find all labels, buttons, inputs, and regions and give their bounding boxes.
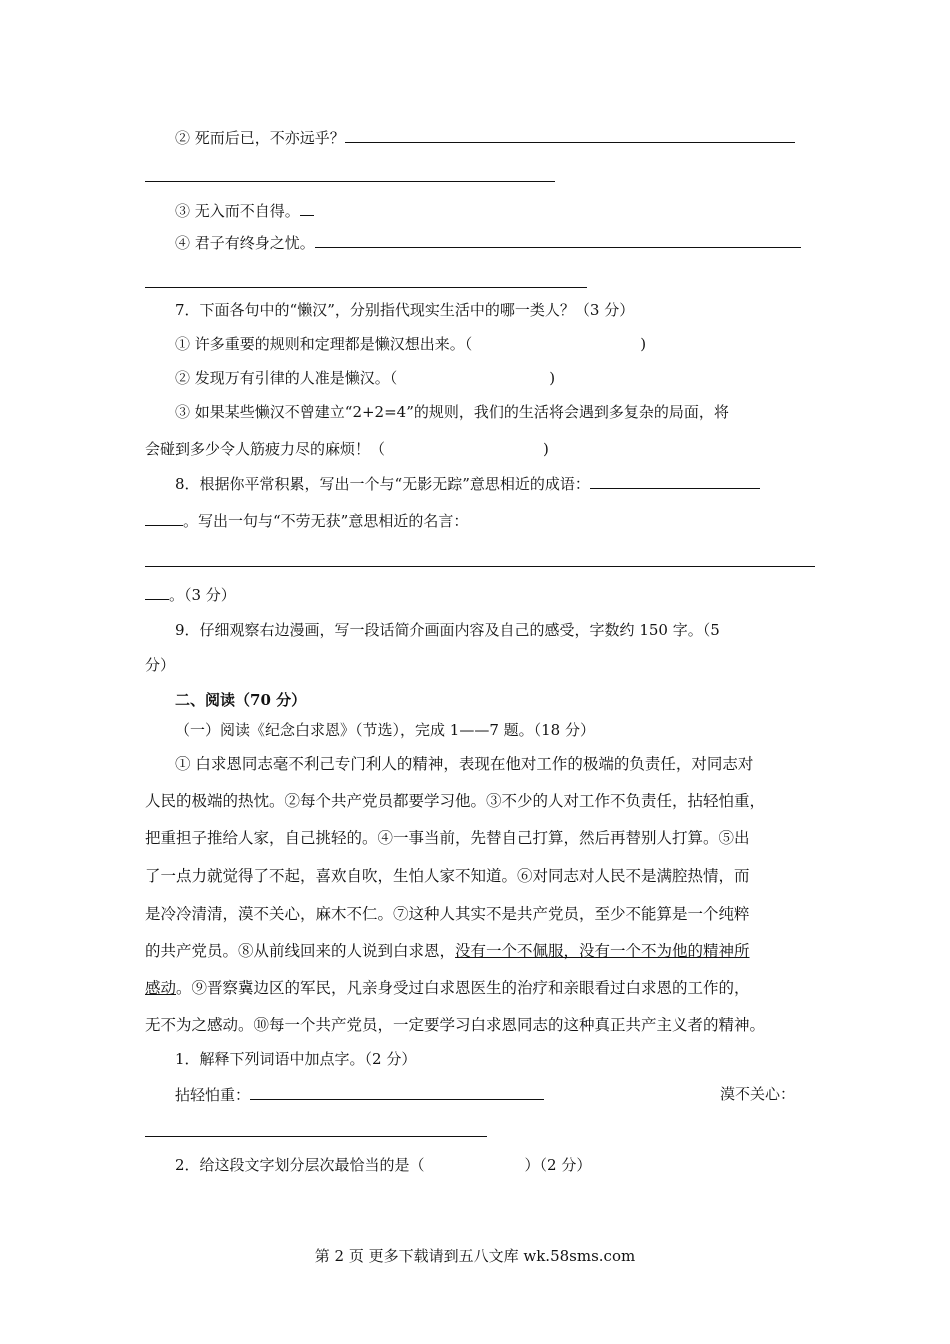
q7-item-3-line-2: 会碰到多少令人筋疲力尽的麻烦！（ )	[145, 440, 549, 458]
reading-1-instructions: （一）阅读《纪念白求恩》（节选），完成 1——7 题。（18 分）	[175, 721, 595, 739]
passage-line: ① 白求恩同志毫不利己专门利人的精神，表现在他对工作的极端的负责任，对同志对	[175, 755, 754, 773]
q7-item-1: ① 许多重要的规则和定理都是懒汉想出来。（ )	[175, 335, 647, 353]
passage-line: 把重担子推给人家，自己挑轻的。④一事当前，先替自己打算，然后再替别人打算。⑤出	[145, 829, 750, 847]
q8-line-2: 。写出一句与“不劳无获”意思相近的名言：	[145, 509, 468, 532]
reading-q1-term-1: 拈轻怕重：	[175, 1083, 544, 1106]
answer-blank[interactable]	[145, 509, 183, 526]
q7-stem: 7．下面各句中的“懒汉”，分别指代现实生活中的哪一类人？（3 分）	[175, 301, 635, 319]
q8-line-4: 。（3 分）	[145, 583, 236, 606]
reading-q1-stem: 1．解释下列词语中加点字。（2 分）	[175, 1050, 417, 1068]
passage-line: 的共产党员。⑧从前线回来的人说到白求恩，没有一个不佩服，没有一个不为他的精神所	[145, 942, 750, 960]
answer-blank[interactable]	[300, 199, 314, 216]
q9-line-2: 分）	[145, 656, 176, 674]
answer-blank[interactable]	[590, 472, 760, 489]
q6-item-4: ④ 君子有终身之忧。	[175, 231, 801, 254]
answer-blank[interactable]	[250, 1083, 544, 1100]
underlined-sentence: 感动	[145, 979, 177, 997]
answer-line[interactable]	[145, 181, 555, 182]
reading-q1-term-2: 漠不关心：	[720, 1085, 796, 1103]
answer-line[interactable]	[145, 287, 587, 288]
q6-item-2: ② 死而后已，不亦远乎？	[175, 126, 795, 149]
answer-blank[interactable]	[315, 231, 801, 248]
underlined-sentence: 没有一个不佩服，没有一个不为他的精神所	[455, 942, 750, 960]
answer-line[interactable]	[145, 566, 815, 567]
answer-blank[interactable]	[345, 126, 795, 143]
answer-line[interactable]	[145, 1136, 487, 1137]
q7-item-3-line-1: ③ 如果某些懒汉不曾建立“2+2=4”的规则，我们的生活将会遇到多复杂的局面，将	[175, 403, 729, 421]
q7-item-2: ② 发现万有引律的人准是懒汉。（ )	[175, 369, 556, 387]
q9-line-1: 9．仔细观察右边漫画，写一段话简介画面内容及自己的感受，字数约 150 字。（5	[175, 621, 720, 639]
q8-line-1: 8．根据你平常积累，写出一个与“无影无踪”意思相近的成语：	[175, 472, 760, 495]
passage-line: 是冷冷清清，漠不关心，麻木不仁。⑦这种人其实不是共产党员，至少不能算是一个纯粹	[145, 905, 750, 923]
passage-line: 人民的极端的热忱。②每个共产党员都要学习他。③不少的人对工作不负责任，拈轻怕重，	[145, 792, 766, 810]
answer-blank[interactable]	[145, 583, 169, 600]
section-title: 二、阅读（70 分）	[175, 691, 307, 709]
passage-line: 了一点力就觉得了不起，喜欢自吹，生怕人家不知道。⑥对同志对人民不是满腔热情，而	[145, 867, 750, 885]
reading-q2-stem: 2．给这段文字划分层次最恰当的是（ ）（2 分）	[175, 1156, 592, 1174]
q6-item-3: ③ 无入而不自得。	[175, 199, 314, 222]
passage-line: 无不为之感动。⑩每一个共产党员，一定要学习白求恩同志的这种真正共产主义者的精神。	[145, 1016, 766, 1034]
passage-line: 感动。⑨晋察冀边区的军民，凡亲身受过白求恩医生的治疗和亲眼看过白求恩的工作的，	[145, 979, 750, 997]
page-footer: 第 2 页 更多下载请到五八文库 wk.58sms.com	[314, 1247, 636, 1265]
